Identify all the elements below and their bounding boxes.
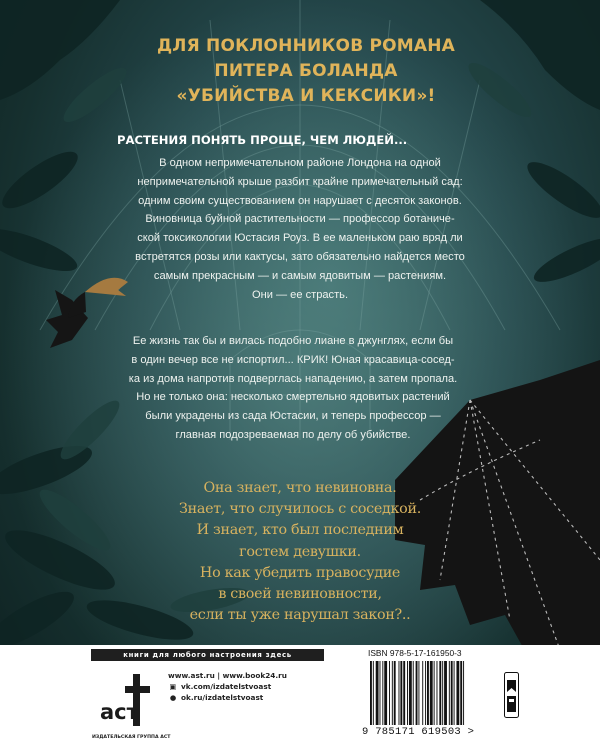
quote-line: если ты уже нарушал закон?..	[189, 607, 411, 624]
text-line: ской токсикологии Юстасия Роуз. В ее маленьком раю вряд ли	[137, 232, 463, 245]
vk-link-label: vk.com/izdatelstvoast	[181, 682, 272, 691]
headline-line: ПИТЕРА БОЛАНДА	[214, 61, 398, 81]
isbn-label: ISBN 978-5-17-161950-3	[368, 648, 462, 658]
quote-line: в своей невиновности,	[218, 586, 382, 603]
barcode-bar	[442, 661, 443, 725]
ok-link[interactable]	[168, 692, 328, 703]
text-line: были украдены из сада Юстасии, и теперь профессор —	[145, 410, 441, 423]
website-link[interactable]: www.ast.ru | www.book24.ru	[168, 671, 287, 680]
teaser-quote	[150, 478, 450, 626]
barcode-bar	[430, 661, 433, 725]
barcode-bar	[456, 661, 459, 725]
barcode-bar	[384, 661, 387, 725]
text-line: ка из дома напротив подверглась нападению, а затем пропала.	[128, 372, 458, 385]
publisher-name: ИЗДАТЕЛЬСКАЯ ГРУППА АСТ	[92, 735, 171, 740]
age-rating-icon	[504, 672, 519, 718]
promo-headline	[110, 34, 502, 109]
barcode-bar	[460, 661, 462, 725]
ok-icon: ●	[169, 693, 177, 702]
ast-logo-icon	[98, 670, 153, 730]
barcode-bar	[444, 661, 447, 725]
synopsis-paragraph-2	[91, 332, 495, 445]
logo-text: аст	[100, 700, 139, 724]
barcode-bar	[389, 661, 390, 725]
barcode-bar	[451, 661, 453, 725]
text-line: В одном непримечательном районе Лондона на одной	[159, 157, 441, 169]
barcode-bar	[434, 661, 435, 725]
barcode-bar	[463, 661, 464, 725]
barcode-bar	[437, 661, 438, 725]
headline-line: «УБИЙСТВА И КЕКСИКИ»!	[176, 86, 436, 106]
barcode-bar	[400, 661, 402, 725]
barcode-digits: 9 785171 619503 >	[362, 726, 475, 738]
vk-icon: ▣	[169, 682, 177, 691]
synopsis-paragraph-1	[112, 154, 488, 304]
barcode-bar	[422, 661, 423, 725]
text-line: Они — ее страсть.	[251, 288, 349, 301]
barcode-bar	[370, 661, 372, 725]
quote-line: И знает, кто был последним	[196, 522, 404, 539]
barcode-bar	[416, 661, 418, 725]
vk-link[interactable]	[168, 681, 328, 692]
barcode-bar	[425, 661, 426, 725]
text-line: непримечательной крыше разбит крайне примечательный сад:	[137, 175, 463, 188]
barcode-bar	[409, 661, 412, 725]
ok-link-label: ok.ru/izdatelstvoast	[181, 693, 264, 702]
text-line: одним своим существованием он нарушает с десяток законов.	[138, 194, 462, 207]
barcode-bar	[454, 661, 455, 725]
text-line: Виновница буйной растительности — профессор ботаниче-	[145, 213, 455, 226]
series-banner: книги для любого настроения здесь	[91, 649, 324, 661]
text-line: в один вечер все не испортил... КРИК! Юная красавица-сосед-	[131, 353, 455, 366]
barcode-bar	[380, 661, 381, 725]
barcode-bar	[399, 661, 400, 725]
barcode-bar	[449, 661, 450, 725]
barcode-bar	[439, 661, 441, 725]
quote-line: Но как убедить правосудие	[199, 564, 401, 581]
headline-line: ДЛЯ ПОКЛОННИКОВ РОМАНА	[156, 36, 456, 56]
text-line: встретятся розы или кактусы, зато обязательно найдется место	[135, 250, 465, 263]
barcode-bar	[418, 661, 419, 725]
quote-line: Она знает, что невиновна.	[203, 480, 397, 496]
barcode-bar	[413, 661, 414, 725]
text-line: Ее жизнь так бы и вилась подобно лиане в джунглях, если бы	[132, 335, 454, 347]
barcode-bar	[403, 661, 405, 725]
quote-line: Знает, что случилось с соседкой.	[179, 501, 421, 518]
tagline: РАСТЕНИЯ ПОНЯТЬ ПРОЩЕ, ЧЕМ ЛЮДЕЙ...	[117, 133, 408, 147]
barcode-bar	[394, 661, 396, 725]
text-line: самым прекрасным — и самым ядовитым — растениям.	[153, 269, 447, 282]
text-line: главная подозреваемая по делу об убийстве.	[175, 428, 411, 441]
barcode-bar	[392, 661, 393, 725]
barcode-bar	[427, 661, 429, 725]
barcode-bar	[382, 661, 383, 725]
barcode-bar	[376, 661, 379, 725]
barcode-bar	[407, 661, 408, 725]
barcode-icon	[368, 661, 496, 725]
text-line: Но не только она: несколько смертельно ядовитых растений	[136, 391, 450, 404]
publisher-links	[168, 670, 328, 703]
barcode-bar	[373, 661, 374, 725]
quote-line: гостем девушки.	[239, 543, 361, 560]
